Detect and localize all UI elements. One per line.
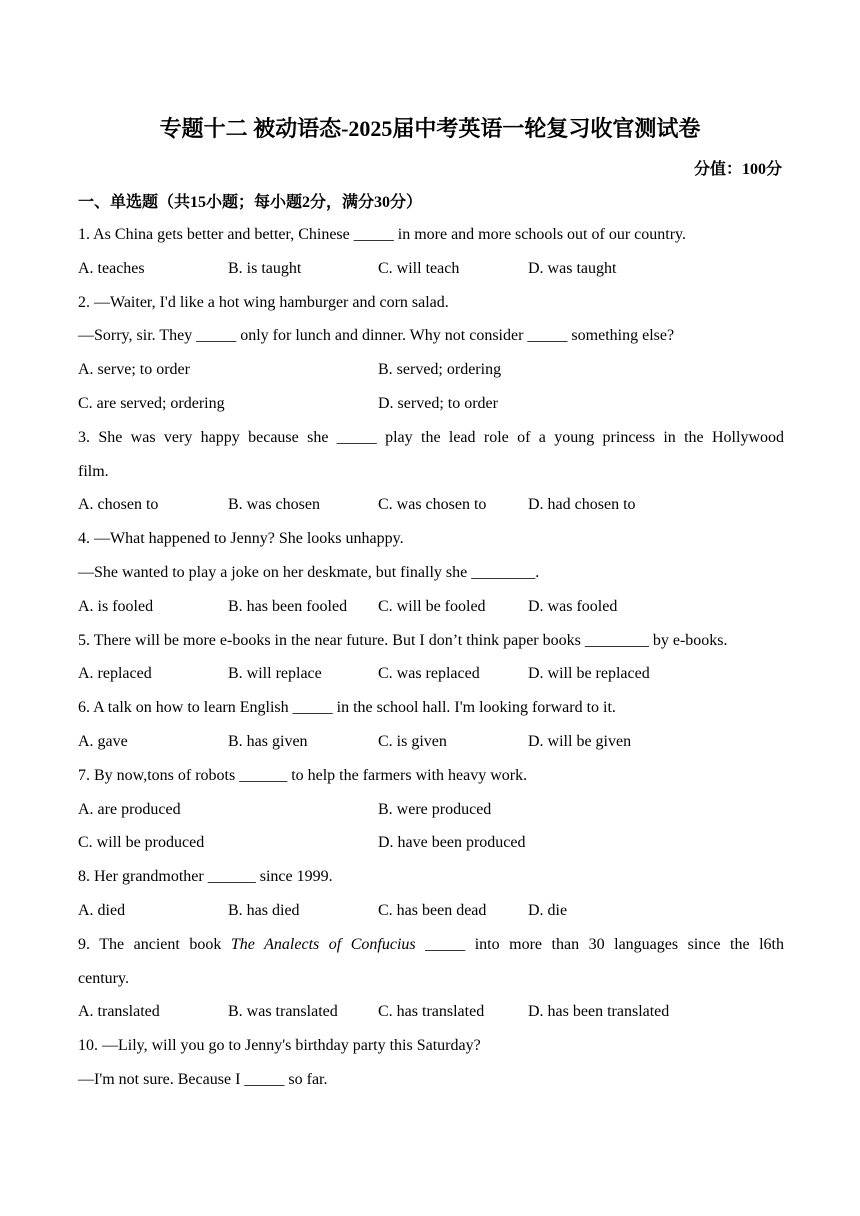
option-a: A. translated — [78, 1003, 160, 1021]
question-6-options — [78, 725, 784, 759]
option-c: C. is given — [378, 732, 447, 750]
option-b: B. was chosen — [228, 496, 320, 514]
option-c: C. are served; ordering — [78, 394, 225, 412]
option-d: D. will be given — [528, 732, 632, 750]
question-2-stem-line2: —Sorry, sir. They _____ only for lunch and dinner. Why not consider _____ something else? — [78, 327, 675, 345]
option-c: C. was replaced — [378, 665, 480, 683]
question-7-options-row1 — [78, 793, 784, 827]
question-3-stem: 3. She was very happy because she _____ play the lead role of a young princess in the Hollywood — [78, 428, 784, 446]
option-d: D. will be replaced — [528, 665, 650, 683]
option-b: B. was translated — [228, 1003, 338, 1021]
option-a: A. replaced — [78, 665, 152, 683]
option-d: D. served; to order — [378, 394, 498, 412]
question-3-options — [78, 488, 784, 522]
question-list — [78, 218, 784, 1097]
question-8-stem: 8. Her grandmother ______ since 1999. — [78, 868, 333, 886]
question-4-stem-line2: —She wanted to play a joke on her deskmate, but finally she ________. — [78, 563, 540, 581]
question-3-stem-line2: film. — [78, 462, 109, 480]
question-2-options-row1 — [78, 353, 784, 387]
option-d: D. had chosen to — [528, 496, 636, 514]
option-b: B. will replace — [228, 665, 322, 683]
option-d: D. was fooled — [528, 597, 618, 615]
option-a: A. gave — [78, 732, 128, 750]
question-5-stem: 5. There will be more e-books in the near future. But I don’t think paper books ________ by e-books. — [78, 631, 728, 649]
score-label: 分值：100分 — [693, 161, 782, 178]
option-c: C. has translated — [378, 1003, 485, 1021]
option-b: B. served; ordering — [378, 361, 502, 379]
question-9-stem-pre: 9. The ancient book — [78, 935, 231, 953]
option-d: D. have been produced — [378, 834, 526, 852]
question-1-stem: 1. As China gets better and better, Chinese _____ in more and more schools out of our country. — [78, 226, 686, 243]
section-heading: 一、单选题（共15小题；每小题2分，满分30分） — [78, 194, 423, 211]
option-a: A. serve; to order — [78, 361, 190, 379]
option-c: C. has been dead — [378, 901, 487, 919]
option-a: A. is fooled — [78, 597, 154, 615]
option-a: A. are produced — [78, 800, 181, 818]
book-title: The Analects of Confucius — [230, 935, 416, 953]
question-10-stem: 10. —Lily, will you go to Jenny's birthday party this Saturday? — [78, 1037, 481, 1055]
option-b: B. has given — [228, 732, 308, 750]
option-b: B. is taught — [228, 259, 302, 277]
question-4-stem: 4. —What happened to Jenny? She looks unhappy. — [78, 530, 404, 548]
option-d: D. was taught — [528, 259, 617, 277]
option-d: D. die — [528, 901, 568, 919]
option-c: C. was chosen to — [378, 496, 487, 514]
option-b: B. were produced — [378, 800, 492, 818]
question-6-stem: 6. A talk on how to learn English _____ in the school hall. I'm looking forward to it. — [78, 699, 616, 717]
option-c: C. will be fooled — [378, 597, 486, 615]
option-b: B. has died — [228, 901, 300, 919]
question-2-options-row2 — [78, 387, 784, 421]
question-8-options — [78, 894, 784, 928]
option-b: B. has been fooled — [228, 597, 348, 615]
question-9-options — [78, 995, 784, 1029]
option-a: A. died — [78, 901, 126, 919]
option-d: D. has been translated — [528, 1003, 670, 1021]
page-title: 专题十二 被动语态-2025届中考英语一轮复习收官测试卷 — [159, 116, 701, 141]
question-4-options — [78, 590, 784, 624]
question-9-stem-post: _____ into more than 30 languages since the l6th — [415, 935, 785, 953]
option-c: C. will teach — [378, 259, 460, 277]
question-10-stem-line2: —I'm not sure. Because I _____ so far. — [78, 1070, 328, 1088]
question-7-options-row2 — [78, 826, 784, 860]
question-2-stem: 2. —Waiter, I'd like a hot wing hamburger and corn salad. — [78, 293, 449, 311]
option-a: A. chosen to — [78, 496, 159, 514]
question-7-stem: 7. By now,tons of robots ______ to help the farmers with heavy work. — [78, 766, 528, 784]
question-9-stem — [78, 928, 784, 962]
question-1-options — [78, 252, 784, 286]
question-5-options — [78, 657, 784, 691]
option-a: A. teaches — [78, 259, 145, 277]
option-c: C. will be produced — [78, 834, 205, 852]
question-9-stem-line2: century. — [78, 969, 129, 987]
